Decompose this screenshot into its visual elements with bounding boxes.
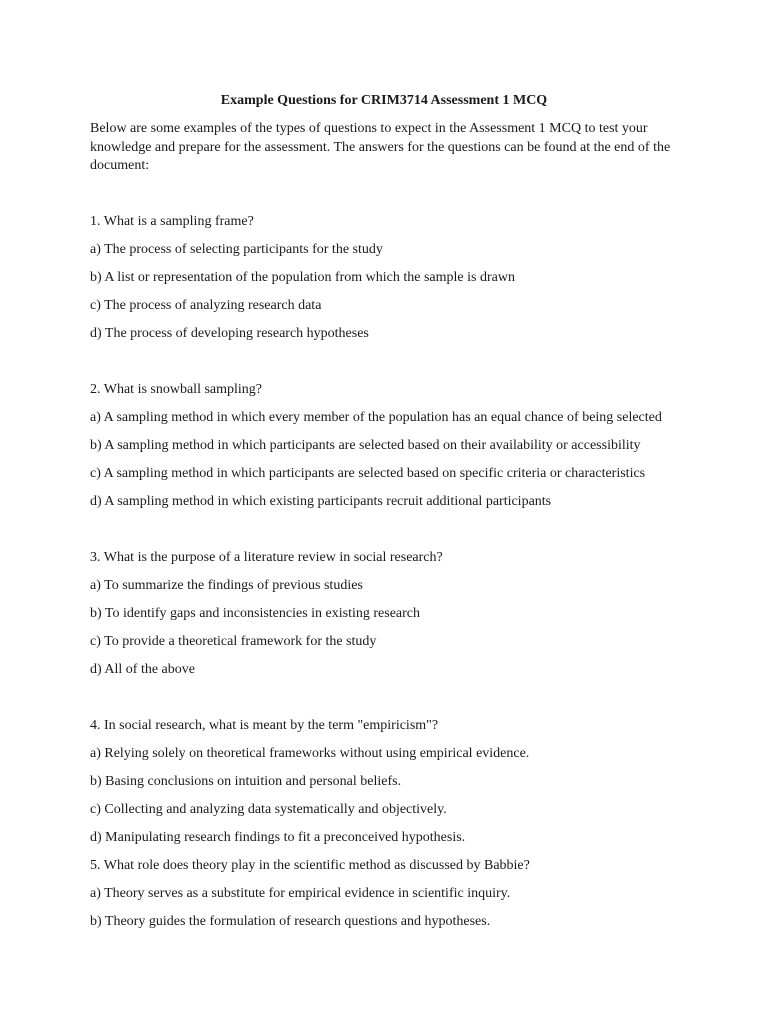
question-2: 2. What is snowball sampling?	[90, 382, 262, 397]
question-2-option-b: b) A sampling method in which participants are selected based on their availability or accessibility	[90, 438, 641, 453]
question-5: 5. What role does theory play in the scientific method as discussed by Babbie?	[90, 858, 530, 873]
question-4: 4. In social research, what is meant by the term "empiricism"?	[90, 718, 439, 733]
question-4-option-b: b) Basing conclusions on intuition and personal beliefs.	[90, 774, 402, 789]
question-2-option-c: c) A sampling method in which participants are selected based on specific criteria or characteristics	[90, 466, 646, 481]
intro-paragraph: Below are some examples of the types of questions to expect in the Assessment 1 MCQ to test your knowledge and prepare for the assessment. The answers for the questions can be found at the end of the document:	[90, 121, 671, 173]
question-1-option-c: c) The process of analyzing research data	[90, 298, 322, 313]
question-4-option-c: c) Collecting and analyzing data systematically and objectively.	[90, 802, 447, 817]
question-4-option-a: a) Relying solely on theoretical frameworks without using empirical evidence.	[90, 746, 530, 761]
question-1-option-d: d) The process of developing research hypotheses	[90, 326, 369, 341]
question-1-option-b: b) A list or representation of the population from which the sample is drawn	[90, 270, 515, 285]
question-3-option-a: a) To summarize the findings of previous studies	[90, 578, 363, 593]
question-3-option-c: c) To provide a theoretical framework for the study	[90, 634, 377, 649]
document-title: Example Questions for CRIM3714 Assessment 1 MCQ	[220, 93, 548, 108]
question-1-option-a: a) The process of selecting participants for the study	[90, 242, 383, 257]
question-3-option-b: b) To identify gaps and inconsistencies in existing research	[90, 606, 421, 621]
question-5-option-b: b) Theory guides the formulation of research questions and hypotheses.	[90, 914, 491, 929]
question-3-option-d: d) All of the above	[90, 662, 195, 677]
question-3: 3. What is the purpose of a literature review in social research?	[90, 550, 443, 565]
question-5-option-a: a) Theory serves as a substitute for empirical evidence in scientific inquiry.	[90, 886, 511, 901]
question-4-option-d: d) Manipulating research findings to fit a preconceived hypothesis.	[90, 830, 466, 845]
question-1: 1. What is a sampling frame?	[90, 214, 254, 229]
question-2-option-d: d) A sampling method in which existing participants recruit additional participants	[90, 494, 552, 509]
question-2-option-a: a) A sampling method in which every member of the population has an equal chance of being selected	[90, 410, 662, 425]
